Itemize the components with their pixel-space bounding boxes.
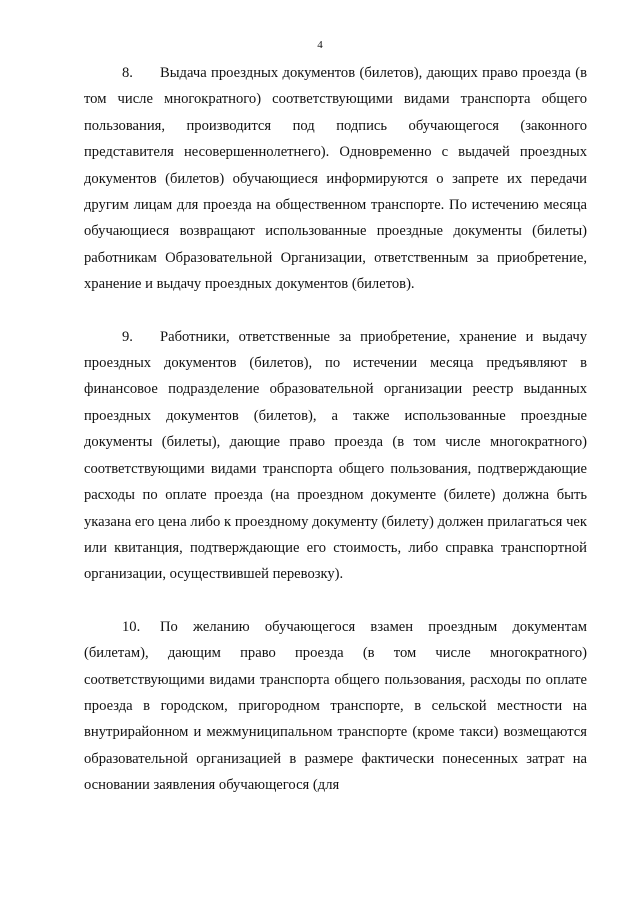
paragraph-text: По желанию обучающегося взамен проездным документам (билетам), дающим право проезда (в том числе многократного) соответствующими видами транспорта общего пользования, расходы по оплате проезда в городском, пригородном транспортe, в сельской местности на внутрирайонном и межмуниципальном транспорте (кроме такси) возмещаются образовательной организацией в размере фактически понесенных затрат на основании заявления обучающегося (для [84,618,587,794]
paragraph-number: 10. [122,618,141,635]
paragraph-9 [84,324,587,588]
page-number: 4 [317,39,323,51]
paragraph-10 [84,614,587,799]
paragraph-number: 9. [122,328,133,345]
paragraph-text: Работники, ответственные за приобретение, хранение и выдачу проездных документов (билетов), по истечении месяца предъявляют в финансовое подразделение образовательной организации реестр выданных проездных документов (билетов), а также использованные проездные документы (билеты), дающие право проезда (в том числе многократного) соответствующими видами транспорта общего пользования, подтверждающие расходы по оплате проезда (на проездном документе (билете) должна быть указана его цена либо к проездному документу (билету) должен прилагаться чек или квитанция, подтверждающие его стоимость, либо справка транспортной организации, осуществившей перевозку). [84,328,587,583]
document-body [84,60,587,799]
paragraph-text: Выдача проездных документов (билетов), дающих право проезда (в том числе многократного) соответствующими видами транспорта общего пользования, производится под подпись обучающегося (законного представителя несовершеннолетнего). Одновременно с выдачей проездных документов (билетов) обучающиеся информируются о запрете их передачи другим лицам для проезда на общественном транспорте. По истечению месяца обучающиеся возвращают использованные проездные документы (билеты) работникам Образовательной Организации, ответственным за приобретение, хранение и выдачу проездных документов (билетов). [84,65,587,293]
paragraph-number: 8. [122,65,133,81]
paragraph-8 [84,60,587,298]
